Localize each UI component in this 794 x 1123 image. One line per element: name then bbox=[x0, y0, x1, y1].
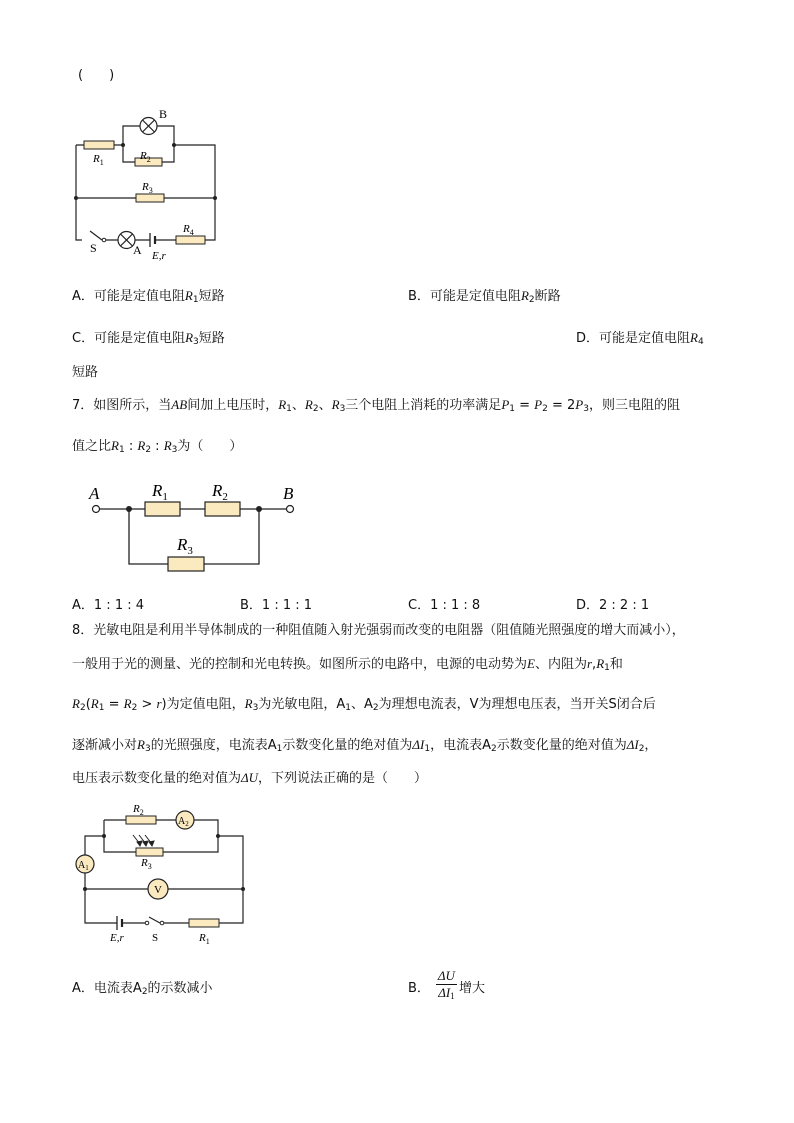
q6-label-s: S bbox=[90, 241, 97, 255]
svg-text:R2: $R_2$ bbox=[212, 481, 228, 503]
q6-label-r1: R bbox=[93, 153, 100, 165]
q8-stem-line-1: 8．光敏电阻是利用半导体制成的一种阻值随入射光强弱而改变的电阻器（阻值随光照强度的增大而减小）， bbox=[72, 623, 685, 638]
svg-text:R1: $R_1$ bbox=[199, 932, 210, 946]
q6-label-source: E,r bbox=[152, 250, 166, 262]
svg-text:R1: $R_1$ bbox=[152, 481, 168, 503]
svg-text:R3: $R_3$ bbox=[177, 535, 193, 557]
svg-text:R3: $R_3$ bbox=[141, 857, 152, 871]
q6-label-r2: R bbox=[140, 150, 147, 162]
q8-label-r1: R bbox=[199, 932, 206, 944]
svg-text:R3: $R_3$ bbox=[142, 181, 153, 195]
q8-label-r3: R bbox=[141, 857, 148, 869]
q8-label-s: S bbox=[152, 932, 159, 944]
q8-stem-line-4: 逐渐减小对$R_3$的光照强度，电流表$A_1$示数变化量的绝对值为$\Delta I_1$，电流表$A_2$示数变化量的绝对值为$\Delta I_2$， bbox=[72, 737, 658, 754]
q6-label-r4: R bbox=[183, 223, 190, 235]
q7-label-r3: R bbox=[177, 535, 188, 554]
q8-r3-photoresistor bbox=[136, 848, 163, 856]
q7-label-r1: R bbox=[152, 481, 163, 500]
q8-label-v: V bbox=[154, 884, 162, 896]
q6-option-c[interactable]: C．可能是定值电阻$R_3$短路 bbox=[72, 330, 225, 347]
q8-option-b-fraction: $\frac{\Delta U}{\Delta I_1}$ bbox=[437, 968, 455, 1001]
q6-option-d-wrap: 短路 bbox=[72, 365, 99, 380]
q7-label-b: B bbox=[283, 484, 294, 503]
q6-label-r3: R bbox=[142, 181, 149, 193]
q8-option-b[interactable]: B． $\frac{\Delta U}{\Delta I_1}$ 增大 bbox=[408, 964, 485, 1008]
q8-option-a[interactable]: A．电流表$A_2$的示数减小 bbox=[72, 981, 213, 997]
q6-label-a: A bbox=[133, 243, 142, 257]
q7-option-d[interactable]: D．2 : 2 : 1 bbox=[576, 598, 650, 613]
svg-text:R1: $R_1$ bbox=[93, 153, 104, 167]
q6-label-b: B bbox=[159, 107, 168, 121]
q8-stem-line-5: 电压表示数变化量的绝对值为ΔU，下列说法正确的是（ ） bbox=[72, 770, 428, 786]
svg-text:R2: $R_2$ bbox=[133, 803, 144, 817]
q6-option-b[interactable]: B．可能是定值电阻$R_2$断路 bbox=[408, 288, 561, 305]
svg-text:A1: $A_1$ bbox=[78, 860, 89, 872]
q6-answer-bracket: ( ) bbox=[78, 68, 115, 83]
svg-text:R2: $R_2$ bbox=[140, 150, 151, 164]
q7-label-r2: R bbox=[212, 481, 223, 500]
q7-option-c[interactable]: C．1 : 1 : 8 bbox=[408, 598, 481, 613]
q8-stem-line-2: 一般用于光的测量、光的控制和光电转换。如图所示的电路中，电源的电动势为E、内阻为$r,R_1$和 bbox=[72, 656, 623, 673]
q7-stem-line-2: 值之比$R_1$ : $R_2$ : $R_3$为（ ） bbox=[72, 438, 243, 455]
q8-light-arrows-icon bbox=[133, 835, 154, 846]
q8-label-a1: A bbox=[78, 860, 86, 871]
q7-stem-line-1: 7．如图所示，当AB间加上电压时，$R_1$、$R_2$、$R_3$三个电阻上消耗的功率满足$P_1 = P_2 = 2P_3$，则三电阻的阻 bbox=[72, 397, 680, 414]
q7-label-a: A bbox=[89, 484, 100, 503]
q6-option-a[interactable]: A．可能是定值电阻$R_1$短路 bbox=[72, 288, 225, 305]
q6-option-d[interactable]: D．可能是定值电阻$R_4$ bbox=[576, 330, 704, 347]
q7-option-b[interactable]: B．1 : 1 : 1 bbox=[240, 598, 313, 613]
q8-label-r2: R bbox=[133, 803, 140, 815]
svg-text:R4: $R_4$ bbox=[183, 223, 194, 237]
q8-r1-resistor bbox=[189, 919, 219, 927]
q8-stem-line-3: $R_2(R_1 = R_2 > r)$为定值电阻，$R_3$为光敏电阻，$A_1$、$A_2$为理想电流表，V为理想电压表，当开关S闭合后 bbox=[72, 696, 656, 713]
q8-label-source: E,r bbox=[110, 932, 124, 944]
q8-r2-resistor bbox=[126, 816, 156, 824]
svg-text:A2: $A_2$ bbox=[178, 816, 189, 828]
q8-label-a2: A bbox=[178, 816, 186, 827]
q7-option-a[interactable]: A．1 : 1 : 4 bbox=[72, 598, 145, 613]
